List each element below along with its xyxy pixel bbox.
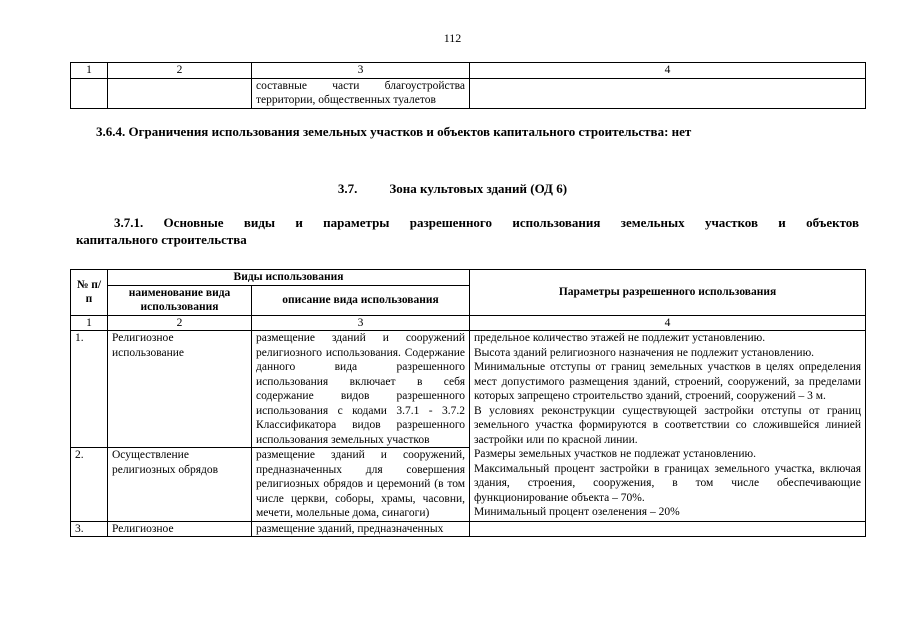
row-name-cell [108,78,252,108]
col-num-3: 3 [252,315,470,331]
row-use-name: Религиозное использование [108,331,252,448]
row-params [470,331,866,522]
section-heading-3-6-4: 3.6.4. Ограничения использования земельных участков и объектов капитального строительства: нет [96,124,692,139]
section-number: 3.7. [337,181,358,196]
col-num-1: 1 [71,315,108,331]
col-num-3: 3 [252,63,470,79]
table-continued [70,62,866,109]
param-item: предельное количество этажей не подлежит установлению. [474,332,766,344]
header-use-types: Виды использования [108,270,470,286]
col-num-1: 1 [71,63,108,79]
table-numbering-row [71,315,866,331]
page-number: 112 [443,31,462,45]
table-header-row [71,270,866,286]
row-desc-cell: составные части благоустройства территории, общественных туалетов [252,78,470,108]
row-use-name: Осуществление религиозных обрядов [108,448,252,522]
table-row [71,521,866,537]
param-item: Минимальный процент озеленения – 20% [474,506,680,518]
row-num-cell [71,78,108,108]
col-num-2: 2 [108,315,252,331]
header-num: № п/п [71,270,108,316]
param-item: Высота зданий религиозного назначения не подлежит установлению. [474,346,815,359]
col-num-4: 4 [470,63,866,79]
heading-line-2: капитального строительства [76,232,247,247]
col-num-2: 2 [108,63,252,79]
row-num: 2. [71,448,108,522]
header-use-name: наименование вида использования [108,285,252,315]
row-num: 1. [71,331,108,448]
row-use-name: Религиозное [108,521,252,537]
param-item: Размеры земельных участков не подлежат установлению. [474,448,756,460]
section-heading-3-7-1 [76,214,859,248]
heading-line-1: 3.7.1. Основные виды и параметры разрешенного использования земельных участков и объектов [114,215,859,230]
row-num: 3. [71,521,108,537]
param-item: Минимальные отступы от границ земельных участков в целях определения мест допустимого размещения зданий, строений, сооружений, за пределами которых запрещено строительство зданий, строений, сооружений – 3 м. [474,361,862,402]
param-item: В условиях реконструкции существующей застройки отступы от границ земельного участка формируются в соответствии со сложившейся линией застройки или по красной линии. [474,404,862,446]
row-params-cell [470,78,866,108]
section-heading-3-7 [0,181,905,197]
row-use-desc: размещение зданий, предназначенных [252,521,470,537]
row-use-desc: размещение зданий и сооружений, предназначенных для совершения религиозных обрядов и церемоний (в том числе церкви, соборы, храмы, часовни, мечети, молельные дома, синагоги) [252,448,470,522]
table-numbering-row [71,63,866,79]
section-title: Зона культовых зданий (ОД 6) [389,181,568,196]
row-use-desc: размещение зданий и сооружений религиозного использования. Содержание данного вида разрешенного использования включает в себя содержание видов разрешенного использования с кодами 3.7.1 - 3.7.2 Классификатора видов разрешенного использования земельных участков [252,331,470,448]
header-params: Параметры разрешенного использования [470,270,866,316]
col-num-4: 4 [470,315,866,331]
param-item: Максимальный процент застройки в границах земельного участка, включая здания, строения, сооружения, в том числе обеспечивающие функционирование объекта – 70%. [474,462,862,504]
header-use-desc: описание вида использования [252,285,470,315]
table-row [71,78,866,108]
row-params-empty [470,521,866,537]
table-row [71,331,866,448]
permitted-use-table [70,269,866,537]
